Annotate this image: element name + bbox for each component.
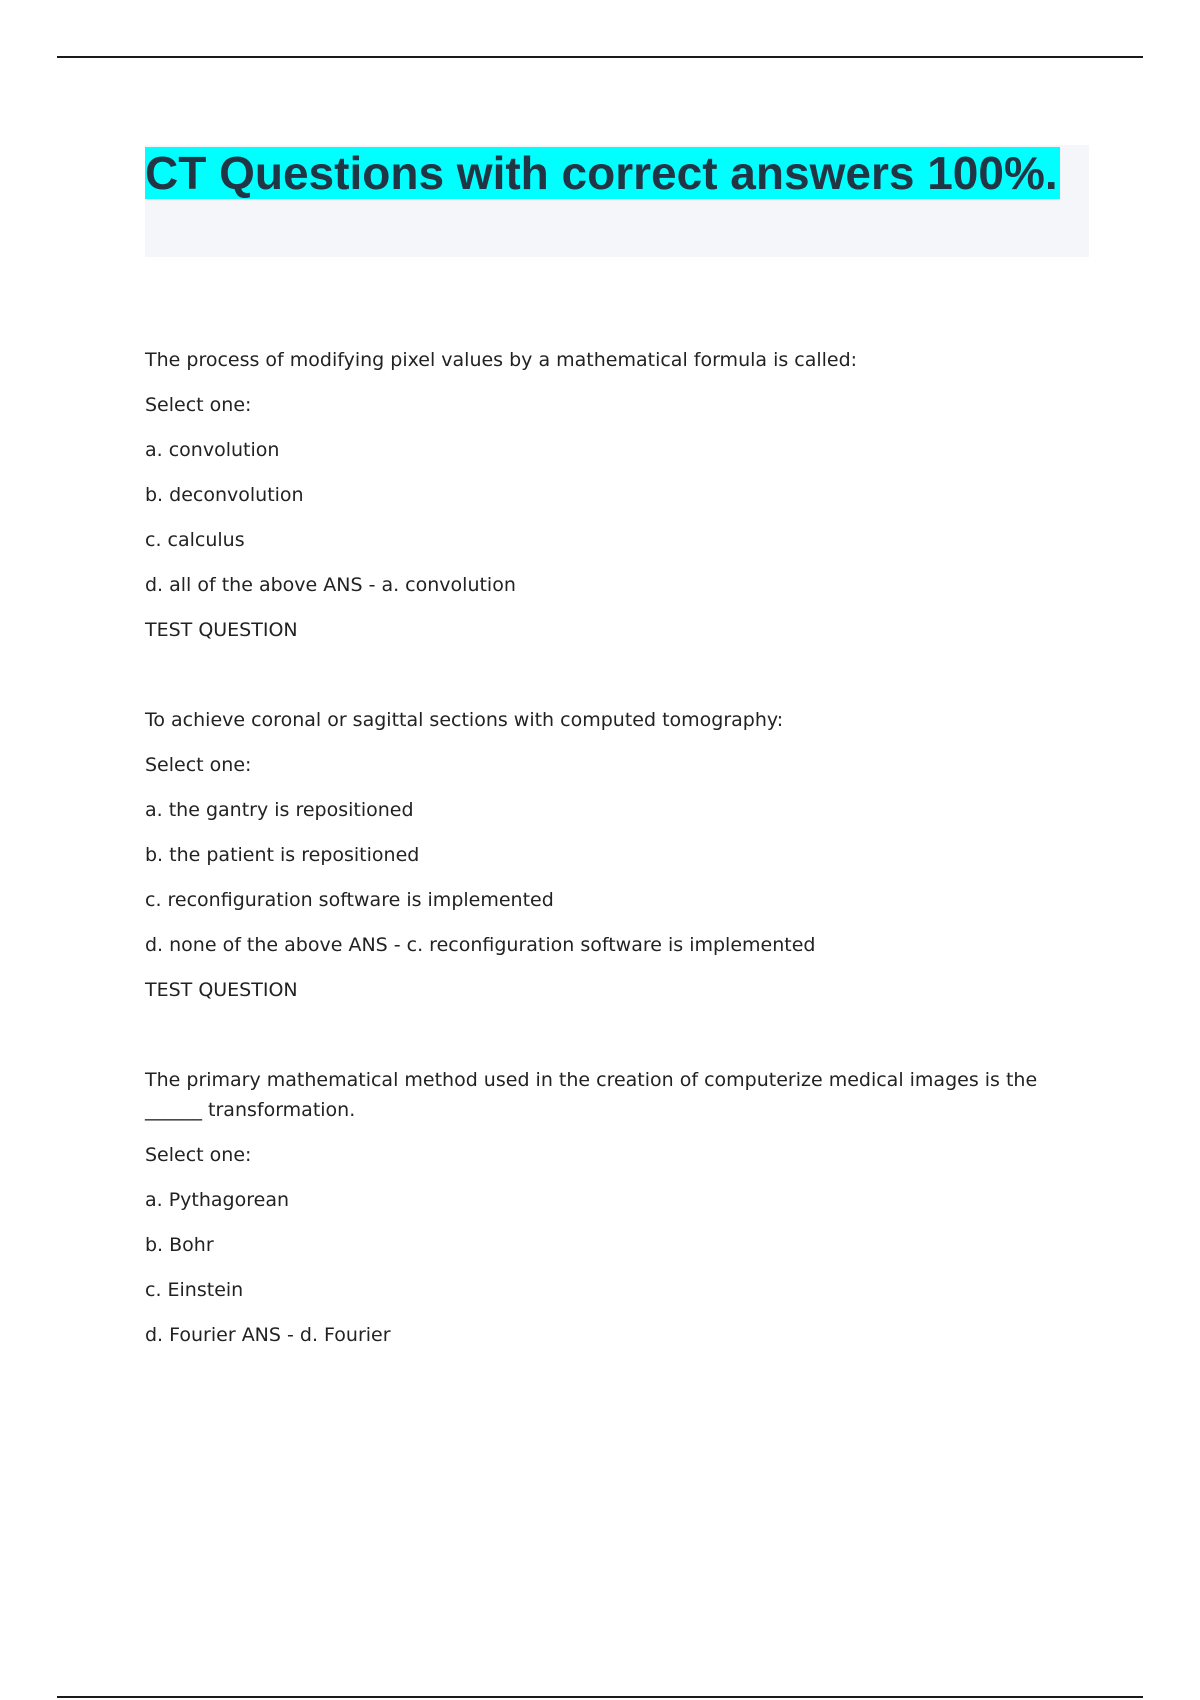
option-c: c. reconfiguration software is implemented bbox=[145, 889, 554, 911]
page-top-rule bbox=[57, 56, 1143, 58]
option-b: b. deconvolution bbox=[145, 484, 304, 506]
option-c: c. calculus bbox=[145, 529, 245, 551]
question-3 bbox=[145, 1065, 1085, 1350]
question-prompt: The process of modifying pixel values by a mathematical formula is called: bbox=[145, 349, 858, 371]
option-a: a. the gantry is repositioned bbox=[145, 799, 414, 821]
option-d-with-answer: d. none of the above ANS - c. reconfiguration software is implemented bbox=[145, 934, 816, 956]
select-one-label: Select one: bbox=[145, 754, 252, 776]
option-b: b. the patient is repositioned bbox=[145, 844, 420, 866]
select-one-label: Select one: bbox=[145, 394, 252, 416]
option-a: a. Pythagorean bbox=[145, 1189, 290, 1211]
option-d-with-answer: d. Fourier ANS - d. Fourier bbox=[145, 1324, 391, 1346]
question-2 bbox=[145, 705, 1085, 1005]
question-1 bbox=[145, 345, 1085, 645]
question-prompt: The primary mathematical method used in the creation of computerize medical images is the ______ transformation. bbox=[145, 1069, 1038, 1121]
select-one-label: Select one: bbox=[145, 1144, 252, 1166]
option-c: c. Einstein bbox=[145, 1279, 244, 1301]
option-d-with-answer: d. all of the above ANS - a. convolution bbox=[145, 574, 516, 596]
test-question-label: TEST QUESTION bbox=[145, 979, 298, 1001]
document-body bbox=[145, 345, 1085, 1350]
option-b: b. Bohr bbox=[145, 1234, 214, 1256]
document-title bbox=[145, 145, 1089, 201]
option-a: a. convolution bbox=[145, 439, 280, 461]
document-title-text: CT Questions with correct answers 100%. bbox=[145, 147, 1058, 199]
page-bottom-rule bbox=[57, 1696, 1143, 1698]
title-block bbox=[145, 145, 1089, 257]
test-question-label: TEST QUESTION bbox=[145, 619, 298, 641]
question-prompt: To achieve coronal or sagittal sections with computed tomography: bbox=[145, 709, 784, 731]
